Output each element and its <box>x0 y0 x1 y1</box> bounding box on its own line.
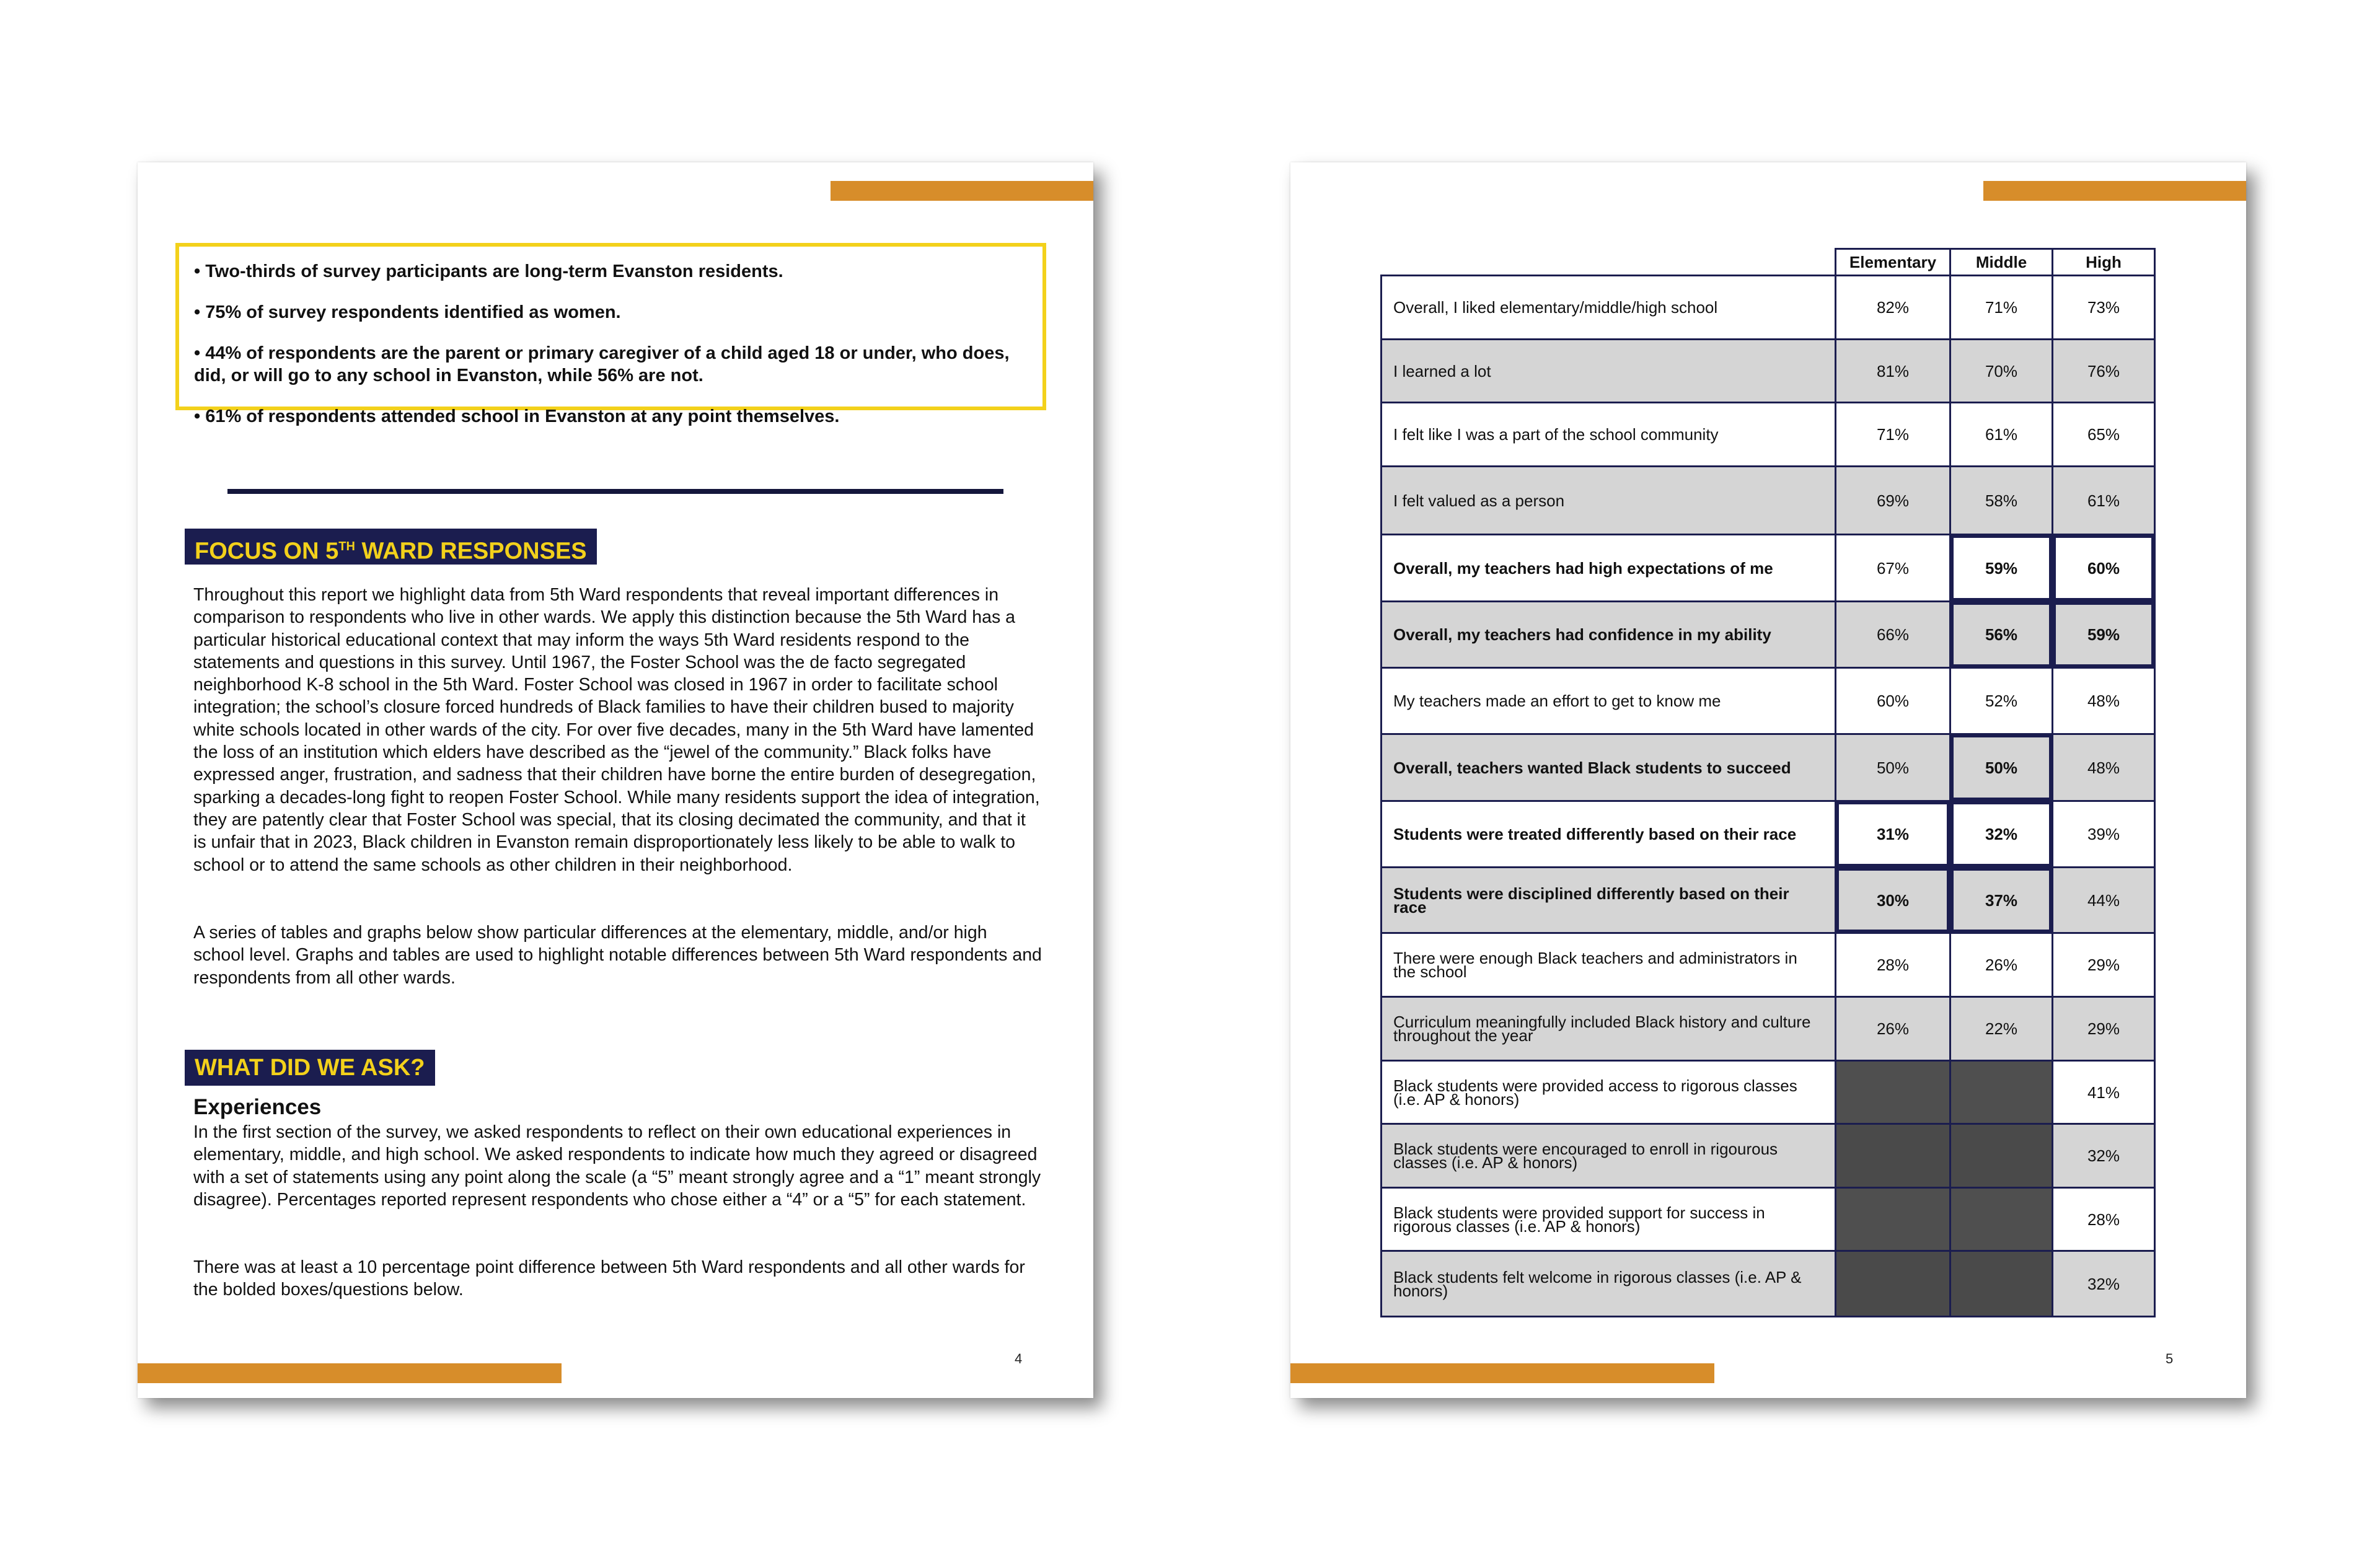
value-cell-high: 41% <box>2053 1061 2155 1124</box>
value-cell-elementary: 71% <box>1836 403 1950 467</box>
report-page-4 <box>138 162 1093 1398</box>
experiences-paragraph: In the first section of the survey, we asked respondents to reflect on their own educational experiences in elementary, middle, and high school. We asked respondents to indicate how much they agreed or disagreed with a set of statements using any point along the scale (a “5” meant strongly agree and a “1” meant strongly disagree). Percentages reported represent respondents who chose either a “4” or a “5” for each statement. <box>193 1122 1041 1210</box>
statement-cell: Curriculum meaningfully included Black history and culture throughout the year <box>1382 997 1836 1061</box>
table-row <box>1382 997 2155 1061</box>
value-cell-high: 29% <box>2053 933 2155 997</box>
focus-paragraph: A series of tables and graphs below show particular differences at the elementary, middle, and/or high school level. Graphs and tables are used to highlight notable differences between 5th Ward respondents and respondents from all other wards. <box>193 923 1042 988</box>
statement-cell: My teachers made an effort to get to know me <box>1382 668 1836 734</box>
table-row <box>1382 403 2155 467</box>
value-cell-middle: 59% <box>1950 535 2053 602</box>
what-did-we-ask-heading: WHAT DID WE ASK? <box>185 1050 435 1086</box>
table-row <box>1382 535 2155 602</box>
value-cell-elementary: 30% <box>1836 868 1950 933</box>
statement-cell: Overall, teachers wanted Black students to succeed <box>1382 734 1836 801</box>
statement-cell: Black students were encouraged to enroll in rigourous classes (i.e. AP & honors) <box>1382 1124 1836 1188</box>
table-row <box>1382 340 2155 403</box>
experiences-heading: Experiences <box>193 1095 322 1119</box>
table-row <box>1382 1188 2155 1251</box>
section-divider <box>227 489 1003 494</box>
value-cell-high: 48% <box>2053 734 2155 801</box>
value-cell-middle: 70% <box>1950 340 2053 403</box>
value-cell-high: 29% <box>2053 997 2155 1061</box>
statement-cell: Overall, I liked elementary/middle/high school <box>1382 276 1836 340</box>
value-cell-high: 32% <box>2053 1124 2155 1188</box>
header-blank <box>1382 249 1836 276</box>
value-cell-elementary: 26% <box>1836 997 1950 1061</box>
statement-cell: Overall, my teachers had high expectations of me <box>1382 535 1836 602</box>
statement-cell: Students were treated differently based on their race <box>1382 801 1836 868</box>
value-cell-elementary: 67% <box>1836 535 1950 602</box>
value-cell-elementary: 82% <box>1836 276 1950 340</box>
table-row <box>1382 1061 2155 1124</box>
value-cell-high: 48% <box>2053 668 2155 734</box>
callout-bullet: • Two-thirds of survey participants are long-term Evanston residents. <box>194 262 783 281</box>
statement-cell: Black students were provided support for success in rigorous classes (i.e. AP & honors) <box>1382 1188 1836 1251</box>
report-page-5 <box>1290 162 2246 1398</box>
value-cell-middle: 26% <box>1950 933 2053 997</box>
no-data-cell-middle <box>1950 1124 2053 1188</box>
no-data-cell-middle <box>1950 1188 2053 1251</box>
table-row <box>1382 1124 2155 1188</box>
value-cell-high: 73% <box>2053 276 2155 340</box>
value-cell-elementary: 28% <box>1836 933 1950 997</box>
statement-cell: Black students felt welcome in rigorous classes (i.e. AP & honors) <box>1382 1251 1836 1317</box>
experiences-paragraph: There was at least a 10 percentage point difference between 5th Ward respondents and all other wards for the bolded boxes/questions below. <box>193 1257 1025 1300</box>
statement-cell: Overall, my teachers had confidence in my ability <box>1382 602 1836 668</box>
accent-bar-top <box>831 181 1093 201</box>
value-cell-high: 65% <box>2053 403 2155 467</box>
table-header-row <box>1382 249 2155 276</box>
value-cell-high: 28% <box>2053 1188 2155 1251</box>
table-row <box>1382 467 2155 535</box>
value-cell-high: 39% <box>2053 801 2155 868</box>
accent-bar-bottom <box>138 1363 562 1383</box>
table-body <box>1382 276 2155 1317</box>
no-data-cell-middle <box>1950 1251 2053 1317</box>
table-row <box>1382 602 2155 668</box>
value-cell-elementary: 50% <box>1836 734 1950 801</box>
value-cell-middle: 32% <box>1950 801 2053 868</box>
no-data-cell-elementary <box>1836 1061 1950 1124</box>
accent-bar-top <box>1983 181 2246 201</box>
statement-cell: Black students were provided access to rigorous classes (i.e. AP & honors) <box>1382 1061 1836 1124</box>
value-cell-high: 44% <box>2053 868 2155 933</box>
statement-cell: Students were disciplined differently based on their race <box>1382 868 1836 933</box>
value-cell-high: 61% <box>2053 467 2155 535</box>
statement-cell: There were enough Black teachers and administrators in the school <box>1382 933 1836 997</box>
experiences-table <box>1380 248 2156 1317</box>
table-row <box>1382 933 2155 997</box>
value-cell-middle: 58% <box>1950 467 2053 535</box>
statement-cell: I felt valued as a person <box>1382 467 1836 535</box>
statement-cell: I felt like I was a part of the school community <box>1382 403 1836 467</box>
page-number: 4 <box>1015 1351 1023 1366</box>
value-cell-elementary: 69% <box>1836 467 1950 535</box>
table-row <box>1382 276 2155 340</box>
value-cell-middle: 56% <box>1950 602 2053 668</box>
column-header-elementary: Elementary <box>1836 249 1950 276</box>
table-row <box>1382 868 2155 933</box>
value-cell-elementary: 31% <box>1836 801 1950 868</box>
value-cell-elementary: 66% <box>1836 602 1950 668</box>
column-header-high: High <box>2053 249 2155 276</box>
focus-paragraph: Throughout this report we highlight data from 5th Ward respondents that reveal important differences in comparison to respondents who live in other wards. We apply this distinction because the 5th Ward has a particular historical educational context that may inform the ways 5th Ward residents respond to the statements and questions in this survey. Until 1967, the Foster School was the de facto segregated neighborhood K-8 school in the 5th Ward. Foster School was closed in 1967 in order to facilitate school integration; the school’s closure forced hundreds of Black families to have their children bused to majority white schools located in other wards of the city. For over five decades, many in the 5th Ward have lamented the loss of an institution which elders have described as the “jewel of the community.” Black folks have expressed anger, frustration, and sadness that their children have borne the entire burden of desegregation, sparking a decades-long fight to reopen Foster School. While many residents support the idea of integration, they are patently clear that Foster School was special, that its closing decimated the community, and that it is unfair that in 2023, Black children in Evanston remain disproportionately less likely to be able to walk to school or to attend the same schools as other children in their neighborhood. <box>193 585 1040 875</box>
no-data-cell-elementary <box>1836 1124 1950 1188</box>
page-number: 5 <box>2166 1351 2174 1366</box>
value-cell-middle: 22% <box>1950 997 2053 1061</box>
key-facts-callout <box>175 243 1046 426</box>
value-cell-elementary: 60% <box>1836 668 1950 734</box>
table-row <box>1382 668 2155 734</box>
value-cell-middle: 52% <box>1950 668 2053 734</box>
value-cell-middle: 50% <box>1950 734 2053 801</box>
value-cell-middle: 37% <box>1950 868 2053 933</box>
callout-bullet: • 61% of respondents attended school in Evanston at any point themselves. <box>194 407 840 426</box>
table-row <box>1382 801 2155 868</box>
value-cell-high: 59% <box>2053 602 2155 668</box>
value-cell-high: 32% <box>2053 1251 2155 1317</box>
column-header-middle: Middle <box>1950 249 2053 276</box>
no-data-cell-elementary <box>1836 1251 1950 1317</box>
table-row <box>1382 734 2155 801</box>
value-cell-middle: 71% <box>1950 276 2053 340</box>
callout-bullet: • 44% of respondents are the parent or primary caregiver of a child aged 18 or under, who does, did, or will go to any school in Evanston, while 56% are not. <box>194 343 1010 385</box>
focus-heading: FOCUS ON 5TH WARD RESPONSES <box>185 529 597 565</box>
value-cell-elementary: 81% <box>1836 340 1950 403</box>
callout-bullet: • 75% of survey respondents identified as women. <box>194 302 621 322</box>
no-data-cell-middle <box>1950 1061 2053 1124</box>
value-cell-middle: 61% <box>1950 403 2053 467</box>
no-data-cell-elementary <box>1836 1188 1950 1251</box>
table-row <box>1382 1251 2155 1317</box>
value-cell-high: 60% <box>2053 535 2155 602</box>
accent-bar-bottom <box>1290 1363 1714 1383</box>
statement-cell: I learned a lot <box>1382 340 1836 403</box>
value-cell-high: 76% <box>2053 340 2155 403</box>
